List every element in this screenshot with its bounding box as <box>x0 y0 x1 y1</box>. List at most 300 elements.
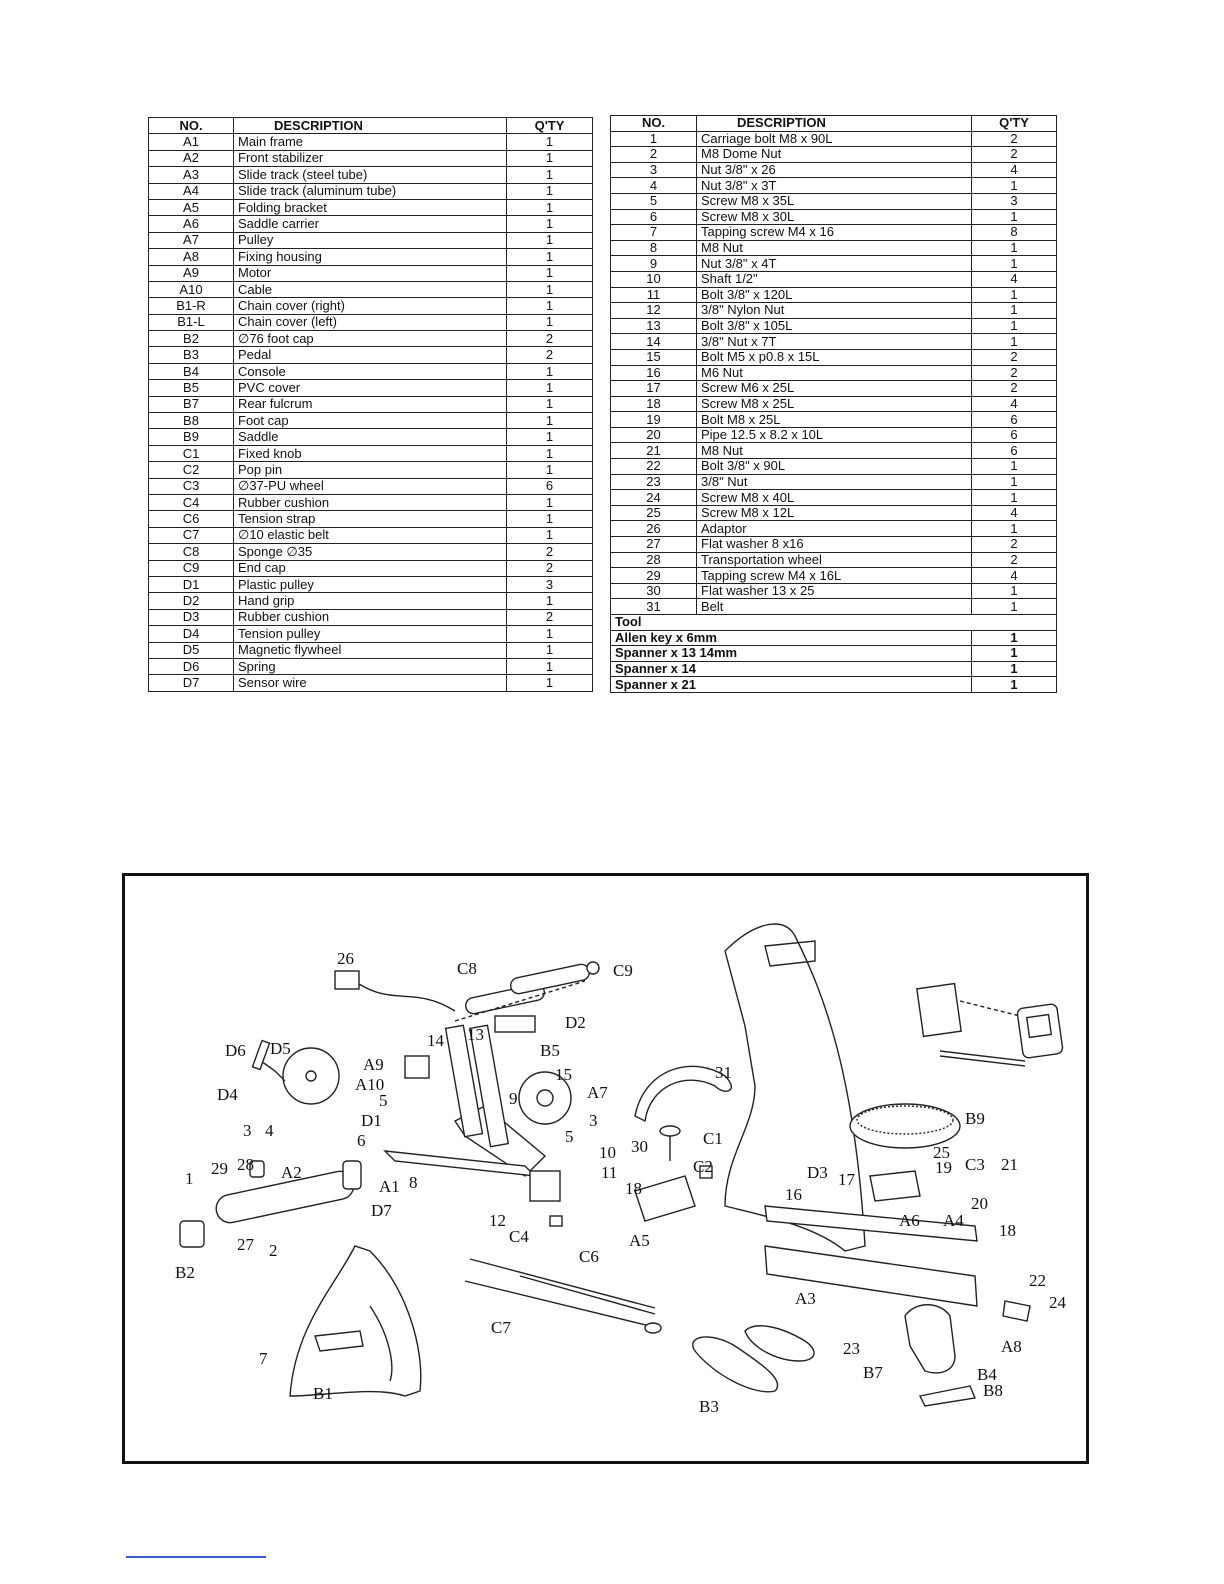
part-quantity: 1 <box>507 429 593 445</box>
part-quantity: 2 <box>507 609 593 625</box>
part-quantity: 1 <box>507 527 593 543</box>
part-quantity: 1 <box>507 249 593 265</box>
part-number: 12 <box>611 303 697 319</box>
part-number: C3 <box>149 478 234 494</box>
table-row <box>149 199 593 215</box>
table-row <box>611 334 1057 350</box>
table-row <box>149 183 593 199</box>
part-quantity: 3 <box>507 576 593 592</box>
table-row <box>149 445 593 461</box>
part-quantity: 1 <box>507 150 593 166</box>
callout-label: 30 <box>631 1137 648 1156</box>
callout-label: B7 <box>863 1363 883 1382</box>
part-description: Flat washer 13 x 25 <box>697 583 972 599</box>
callout-label: D6 <box>225 1041 246 1060</box>
part-quantity: 1 <box>507 445 593 461</box>
callout-label: D5 <box>270 1039 291 1058</box>
part-quantity: 4 <box>972 396 1057 412</box>
part-description: 3/8" Nut x 7T <box>697 334 972 350</box>
part-quantity: 1 <box>507 134 593 150</box>
part-quantity: 1 <box>507 363 593 379</box>
table-row <box>611 427 1057 443</box>
part-description: Foot cap <box>234 413 507 429</box>
table-row <box>149 150 593 166</box>
part-quantity: 1 <box>507 642 593 658</box>
table-row <box>149 626 593 642</box>
part-description: Shaft 1/2" <box>697 271 972 287</box>
table-row <box>149 675 593 691</box>
part-quantity: 1 <box>972 209 1057 225</box>
callout-label: D1 <box>361 1111 382 1130</box>
table-row <box>611 521 1057 537</box>
part-number: B2 <box>149 331 234 347</box>
part-number: A8 <box>149 249 234 265</box>
callout-label: D7 <box>371 1201 392 1220</box>
part-number: 2 <box>611 147 697 163</box>
callout-label: C7 <box>491 1318 511 1337</box>
table-row <box>611 256 1057 272</box>
part-number: D4 <box>149 626 234 642</box>
table-row <box>611 225 1057 241</box>
callout-label: B2 <box>175 1263 195 1282</box>
part-number: A5 <box>149 199 234 215</box>
part-description: Rubber cushion <box>234 609 507 625</box>
part-quantity: 2 <box>972 537 1057 553</box>
part-number: A3 <box>149 167 234 183</box>
tool-row <box>611 677 1057 693</box>
tool-description: Spanner x 13 14mm <box>611 646 972 662</box>
exploded-view-diagram <box>122 873 1089 1464</box>
part-number: 14 <box>611 334 697 350</box>
header-qty: Q'TY <box>507 118 593 134</box>
table-header-row <box>611 116 1057 132</box>
callout-label: 9 <box>509 1089 518 1108</box>
table-row <box>149 249 593 265</box>
part-description: Rear fulcrum <box>234 396 507 412</box>
part-description: Slide track (steel tube) <box>234 167 507 183</box>
callout-label: C8 <box>457 959 477 978</box>
part-description: PVC cover <box>234 380 507 396</box>
callout-label: A10 <box>355 1075 385 1094</box>
part-number: D2 <box>149 593 234 609</box>
table-row <box>149 298 593 314</box>
part-number: A1 <box>149 134 234 150</box>
table-row <box>611 443 1057 459</box>
part-description: Nut 3/8" x 26 <box>697 162 972 178</box>
part-description: Nut 3/8" x 3T <box>697 178 972 194</box>
part-quantity: 1 <box>507 511 593 527</box>
table-row <box>149 544 593 560</box>
part-description: Chain cover (right) <box>234 298 507 314</box>
table-row <box>149 314 593 330</box>
table-row <box>611 271 1057 287</box>
part-number: 4 <box>611 178 697 194</box>
callout-label: D3 <box>807 1163 828 1182</box>
part-number: D3 <box>149 609 234 625</box>
callout-label: 21 <box>1001 1155 1018 1174</box>
part-description: Screw M8 x 30L <box>697 209 972 225</box>
part-quantity: 8 <box>972 225 1057 241</box>
callout-label: 1 <box>185 1169 194 1188</box>
part-description: Screw M6 x 25L <box>697 381 972 397</box>
part-quantity: 1 <box>507 199 593 215</box>
table-row <box>149 609 593 625</box>
table-row <box>149 380 593 396</box>
table-row <box>611 318 1057 334</box>
callout-label: C6 <box>579 1247 599 1266</box>
part-number: D5 <box>149 642 234 658</box>
part-description: Pop pin <box>234 462 507 478</box>
table-row <box>149 396 593 412</box>
part-quantity: 1 <box>972 256 1057 272</box>
callout-label: B8 <box>983 1381 1003 1400</box>
table-row <box>611 349 1057 365</box>
part-quantity: 1 <box>507 216 593 232</box>
part-number: 21 <box>611 443 697 459</box>
callout-label: 3 <box>589 1111 598 1130</box>
table-row <box>611 490 1057 506</box>
table-row <box>149 462 593 478</box>
table-row <box>149 232 593 248</box>
footer-rule <box>126 1556 266 1558</box>
callout-label: B1 <box>313 1384 333 1403</box>
part-number: 31 <box>611 599 697 615</box>
callout-label: 26 <box>337 949 354 968</box>
callout-label: B4 <box>977 1365 997 1384</box>
part-quantity: 1 <box>972 459 1057 475</box>
callout-label: A7 <box>587 1083 608 1102</box>
table-row <box>611 396 1057 412</box>
part-number: 11 <box>611 287 697 303</box>
part-number: A4 <box>149 183 234 199</box>
part-number: A10 <box>149 281 234 297</box>
table-row <box>611 412 1057 428</box>
table-row <box>149 347 593 363</box>
callout-label: B5 <box>540 1041 560 1060</box>
tool-row <box>611 646 1057 662</box>
part-description: Tapping screw M4 x 16 <box>697 225 972 241</box>
callout-label: 20 <box>971 1194 988 1213</box>
callout-label: 18 <box>625 1179 642 1198</box>
callout-label: A2 <box>281 1163 302 1182</box>
part-quantity: 2 <box>507 560 593 576</box>
table-row <box>611 209 1057 225</box>
part-number: 15 <box>611 349 697 365</box>
header-qty: Q'TY <box>972 116 1057 132</box>
part-quantity: 2 <box>972 381 1057 397</box>
part-number: 20 <box>611 427 697 443</box>
part-description: M6 Nut <box>697 365 972 381</box>
part-number: B1-R <box>149 298 234 314</box>
part-quantity: 1 <box>507 626 593 642</box>
part-number: 16 <box>611 365 697 381</box>
part-number: 10 <box>611 271 697 287</box>
part-quantity: 1 <box>507 494 593 510</box>
part-number: 29 <box>611 568 697 584</box>
parts-table-right <box>610 115 1057 693</box>
table-row <box>611 365 1057 381</box>
part-quantity: 1 <box>972 490 1057 506</box>
part-number: 22 <box>611 459 697 475</box>
part-description: 3/8" Nylon Nut <box>697 303 972 319</box>
callout-label: 6 <box>357 1131 366 1150</box>
part-number: C4 <box>149 494 234 510</box>
table-row <box>149 576 593 592</box>
part-quantity: 2 <box>972 349 1057 365</box>
part-description: Fixing housing <box>234 249 507 265</box>
part-number: C7 <box>149 527 234 543</box>
part-number: 9 <box>611 256 697 272</box>
table-row <box>611 303 1057 319</box>
callout-label: D4 <box>217 1085 238 1104</box>
part-description: Main frame <box>234 134 507 150</box>
part-number: 28 <box>611 552 697 568</box>
callout-label: 19 <box>935 1158 952 1177</box>
part-number: B4 <box>149 363 234 379</box>
tool-description: Spanner x 14 <box>611 661 972 677</box>
callout-label: 25 <box>933 1143 950 1162</box>
table-row <box>149 216 593 232</box>
part-number: 5 <box>611 193 697 209</box>
part-description: ∅10 elastic belt <box>234 527 507 543</box>
part-description: Tension pulley <box>234 626 507 642</box>
part-quantity: 2 <box>507 544 593 560</box>
tool-description: Spanner x 21 <box>611 677 972 693</box>
part-number: C1 <box>149 445 234 461</box>
part-number: 30 <box>611 583 697 599</box>
callout-label: 14 <box>427 1031 444 1050</box>
part-number: 1 <box>611 131 697 147</box>
part-number: 24 <box>611 490 697 506</box>
part-quantity: 1 <box>507 380 593 396</box>
part-description: ∅37-PU wheel <box>234 478 507 494</box>
callout-label: A9 <box>363 1055 384 1074</box>
part-quantity: 1 <box>972 178 1057 194</box>
part-description: Bolt 3/8" x 120L <box>697 287 972 303</box>
part-number: C2 <box>149 462 234 478</box>
part-number: 25 <box>611 505 697 521</box>
part-number: 19 <box>611 412 697 428</box>
callout-label: 3 <box>243 1121 252 1140</box>
table-row <box>149 413 593 429</box>
part-description: Spring <box>234 658 507 674</box>
part-description: Hand grip <box>234 593 507 609</box>
part-description: Screw M8 x 12L <box>697 505 972 521</box>
part-quantity: 2 <box>972 147 1057 163</box>
part-number: 13 <box>611 318 697 334</box>
part-number: A6 <box>149 216 234 232</box>
callout-label: 17 <box>838 1170 855 1189</box>
part-number: B8 <box>149 413 234 429</box>
part-number: C8 <box>149 544 234 560</box>
callout-label: 28 <box>237 1155 254 1174</box>
tool-quantity: 1 <box>972 630 1057 646</box>
callout-label: 27 <box>237 1235 254 1254</box>
part-quantity: 1 <box>972 583 1057 599</box>
part-quantity: 1 <box>972 474 1057 490</box>
callout-label: 18 <box>999 1221 1016 1240</box>
callout-label: 5 <box>379 1091 388 1110</box>
part-number: 6 <box>611 209 697 225</box>
part-quantity: 2 <box>972 131 1057 147</box>
part-quantity: 6 <box>507 478 593 494</box>
table-row <box>611 552 1057 568</box>
table-row <box>149 265 593 281</box>
tool-heading: Tool <box>611 615 1057 631</box>
callout-label: 11 <box>601 1163 618 1182</box>
callout-label: 29 <box>211 1159 228 1178</box>
part-quantity: 4 <box>972 568 1057 584</box>
part-description: Saddle <box>234 429 507 445</box>
callout-label: 22 <box>1029 1271 1046 1290</box>
part-quantity: 2 <box>507 347 593 363</box>
part-number: B7 <box>149 396 234 412</box>
callout-label: 15 <box>555 1065 572 1084</box>
part-description: Slide track (aluminum tube) <box>234 183 507 199</box>
part-number: A2 <box>149 150 234 166</box>
part-number: 8 <box>611 240 697 256</box>
part-quantity: 1 <box>972 318 1057 334</box>
callout-label: C1 <box>703 1129 723 1148</box>
callout-label: 16 <box>785 1185 802 1204</box>
part-number: 3 <box>611 162 697 178</box>
header-description: DESCRIPTION <box>234 118 507 134</box>
part-description: Console <box>234 363 507 379</box>
table-row <box>149 642 593 658</box>
callout-label: 2 <box>269 1241 278 1260</box>
part-description: Adaptor <box>697 521 972 537</box>
callout-label: A4 <box>943 1211 964 1230</box>
table-row <box>611 583 1057 599</box>
part-quantity: 1 <box>507 593 593 609</box>
callout-label: B3 <box>699 1397 719 1416</box>
part-quantity: 1 <box>507 314 593 330</box>
part-number: 23 <box>611 474 697 490</box>
parts-table-left <box>148 117 593 692</box>
table-row <box>149 429 593 445</box>
table-row <box>611 193 1057 209</box>
part-description: Pulley <box>234 232 507 248</box>
part-description: Motor <box>234 265 507 281</box>
part-description: Chain cover (left) <box>234 314 507 330</box>
table-row <box>611 240 1057 256</box>
part-description: M8 Nut <box>697 443 972 459</box>
part-number: D1 <box>149 576 234 592</box>
callout-label: C3 <box>965 1155 985 1174</box>
part-description: Front stabilizer <box>234 150 507 166</box>
part-quantity: 1 <box>972 303 1057 319</box>
part-quantity: 1 <box>507 265 593 281</box>
callout-label: 13 <box>467 1025 484 1044</box>
part-quantity: 6 <box>972 412 1057 428</box>
table-row <box>611 287 1057 303</box>
table-row <box>149 511 593 527</box>
part-number: 18 <box>611 396 697 412</box>
tool-description: Allen key x 6mm <box>611 630 972 646</box>
part-number: B3 <box>149 347 234 363</box>
callout-label: 31 <box>715 1063 732 1082</box>
part-quantity: 4 <box>972 271 1057 287</box>
table-row <box>149 331 593 347</box>
table-row <box>149 167 593 183</box>
part-quantity: 1 <box>507 413 593 429</box>
part-description: Bolt M8 x 25L <box>697 412 972 428</box>
callout-label: A6 <box>899 1211 920 1230</box>
part-description: Saddle carrier <box>234 216 507 232</box>
tool-heading-row <box>611 615 1057 631</box>
callout-label: 23 <box>843 1339 860 1358</box>
table-row <box>611 599 1057 615</box>
table-row <box>611 147 1057 163</box>
callout-label: A3 <box>795 1289 816 1308</box>
part-number: C6 <box>149 511 234 527</box>
part-number: A7 <box>149 232 234 248</box>
part-quantity: 4 <box>972 505 1057 521</box>
table-row <box>149 134 593 150</box>
table-row <box>611 459 1057 475</box>
part-description: M8 Dome Nut <box>697 147 972 163</box>
tool-quantity: 1 <box>972 677 1057 693</box>
callout-label: A1 <box>379 1177 400 1196</box>
table-row <box>611 505 1057 521</box>
part-description: Plastic pulley <box>234 576 507 592</box>
tool-row <box>611 630 1057 646</box>
callout-label: C2 <box>693 1157 713 1176</box>
part-description: Transportation wheel <box>697 552 972 568</box>
part-description: Tapping screw M4 x 16L <box>697 568 972 584</box>
callout-label: 10 <box>599 1143 616 1162</box>
part-quantity: 3 <box>972 193 1057 209</box>
part-number: 7 <box>611 225 697 241</box>
part-quantity: 1 <box>507 462 593 478</box>
part-description: Pedal <box>234 347 507 363</box>
part-description: Tension strap <box>234 511 507 527</box>
callout-label: B9 <box>965 1109 985 1128</box>
part-quantity: 1 <box>972 287 1057 303</box>
part-quantity: 1 <box>507 183 593 199</box>
part-description: Cable <box>234 281 507 297</box>
callout-label: 12 <box>489 1211 506 1230</box>
callout-label: 5 <box>565 1127 574 1146</box>
part-quantity: 1 <box>507 396 593 412</box>
part-description: Bolt M5 x p0.8 x 15L <box>697 349 972 365</box>
table-row <box>611 162 1057 178</box>
table-row <box>611 537 1057 553</box>
tool-quantity: 1 <box>972 661 1057 677</box>
part-quantity: 1 <box>972 334 1057 350</box>
part-description: Folding bracket <box>234 199 507 215</box>
part-number: D7 <box>149 675 234 691</box>
part-quantity: 1 <box>507 167 593 183</box>
part-quantity: 1 <box>507 298 593 314</box>
part-quantity: 1 <box>972 521 1057 537</box>
part-number: 27 <box>611 537 697 553</box>
part-quantity: 6 <box>972 427 1057 443</box>
part-number: B1-L <box>149 314 234 330</box>
table-row <box>149 494 593 510</box>
part-description: Carriage bolt M8 x 90L <box>697 131 972 147</box>
part-description: Bolt 3/8" x 105L <box>697 318 972 334</box>
part-description: 3/8" Nut <box>697 474 972 490</box>
part-description: Sponge ∅35 <box>234 544 507 560</box>
part-description: Belt <box>697 599 972 615</box>
callout-label: 8 <box>409 1173 418 1192</box>
part-number: B9 <box>149 429 234 445</box>
part-number: 26 <box>611 521 697 537</box>
callout-label: 7 <box>259 1349 268 1368</box>
exploded-view-drawing <box>125 876 1086 1461</box>
part-description: Rubber cushion <box>234 494 507 510</box>
